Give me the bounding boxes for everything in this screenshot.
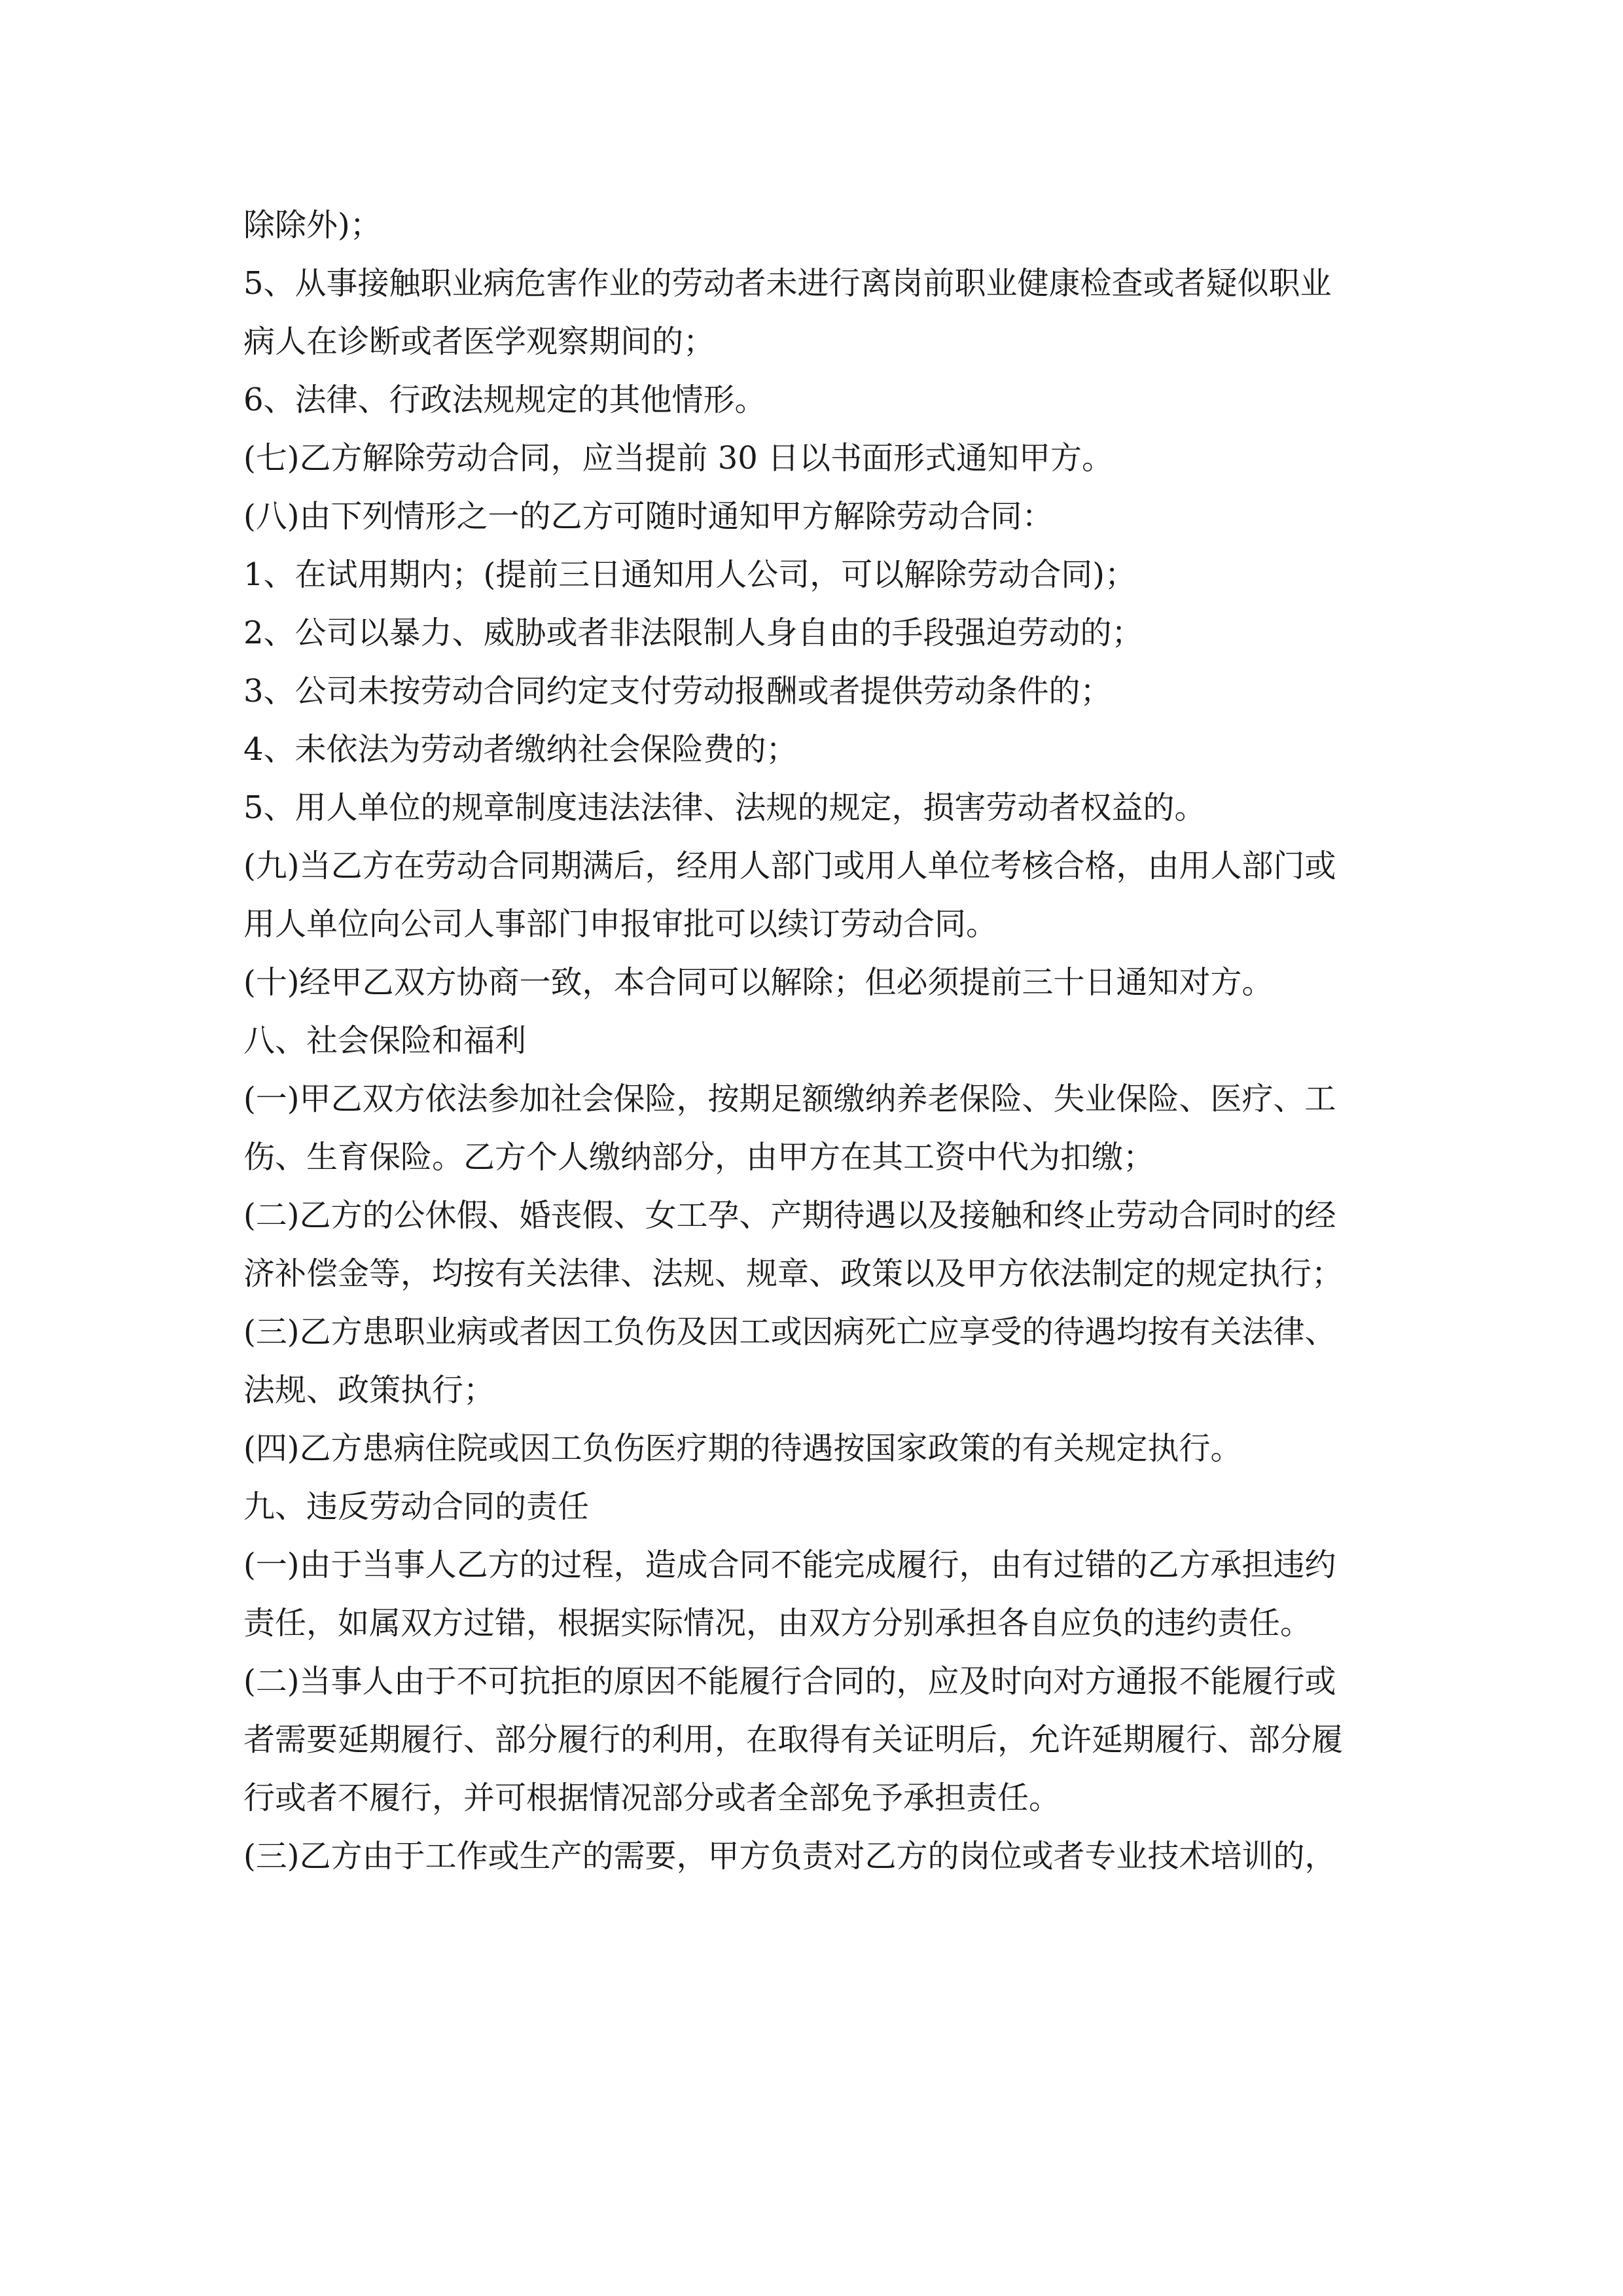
- text-line: 除除外)；: [243, 207, 382, 243]
- text-line: 4、未依法为劳动者缴纳社会保险费的；: [243, 731, 798, 768]
- text-line: 3、公司未按劳动合同约定支付劳动报酬或者提供劳动条件的；: [243, 673, 1112, 709]
- text-line: (三)乙方患职业病或者因工负伤及因工或因病死亡应享受的待遇均按有关法律、: [243, 1314, 1336, 1350]
- text-line: 5、从事接触职业病危害作业的劳动者未进行离岗前职业健康检查或者疑似职业: [243, 265, 1332, 302]
- section-heading: 九、违反劳动合同的责任: [243, 1488, 590, 1525]
- text-line: (十)经甲乙双方协商一致，本合同可以解除；但必须提前三十日通知对方。: [243, 964, 1274, 1001]
- text-line: 1、在试用期内；(提前三日通知用人公司，可以解除劳动合同)；: [243, 556, 1136, 593]
- text-line: (七)乙方解除劳动合同，应当提前 30 日以书面形式通知甲方。: [243, 440, 1114, 476]
- text-line: (一)由于当事人乙方的过程，造成合同不能完成履行，由有过错的乙方承担违约: [243, 1547, 1336, 1583]
- section-heading: 八、社会保险和福利: [243, 1022, 527, 1059]
- text-line: 者需要延期履行、部分履行的利用，在取得有关证明后，允许延期履行、部分履: [243, 1721, 1344, 1758]
- text-line: 病人在诊断或者医学观察期间的；: [243, 323, 715, 360]
- text-line: 责任，如属双方过错，根据实际情况，由双方分别承担各自应负的违约责任。: [243, 1605, 1312, 1641]
- text-line: (八)由下列情形之一的乙方可随时通知甲方解除劳动合同：: [243, 498, 1054, 535]
- text-line: (九)当乙方在劳动合同期满后，经用人部门或用人单位考核合格，由用人部门或: [243, 848, 1336, 884]
- text-line: 伤、生育保险。乙方个人缴纳部分，由甲方在其工资中代为扣缴；: [243, 1139, 1155, 1175]
- text-line: (二)当事人由于不可抗拒的原因不能履行合同的，应及时向对方通报不能履行或: [243, 1663, 1336, 1700]
- text-line: (一)甲乙双方依法参加社会保险，按期足额缴纳养老保险、失业保险、医疗、工: [243, 1081, 1336, 1117]
- text-line: (四)乙方患病住院或因工负伤医疗期的待遇按国家政策的有关规定执行。: [243, 1430, 1242, 1467]
- text-line: 2、公司以暴力、威胁或者非法限制人身自由的手段强迫劳动的；: [243, 615, 1143, 651]
- text-line: 6、法律、行政法规规定的其他情形。: [243, 382, 766, 418]
- text-line: 5、用人单位的规章制度违法法律、法规的规定，损害劳动者权益的。: [243, 789, 1206, 826]
- text-line: 法规、政策执行；: [243, 1372, 495, 1408]
- text-line: (二)乙方的公休假、婚丧假、女工孕、产期待遇以及接触和终止劳动合同时的经: [243, 1197, 1336, 1234]
- contract-body-text: [243, 196, 1421, 1886]
- text-line: 济补偿金等，均按有关法律、法规、规章、政策以及甲方依法制定的规定执行；: [243, 1255, 1344, 1292]
- text-line: 行或者不履行，并可根据情况部分或者全部免予承担责任。: [243, 1780, 1061, 1816]
- text-line: (三)乙方由于工作或生产的需要，甲方负责对乙方的岗位或者专业技术培训的，: [243, 1838, 1336, 1874]
- text-line: 用人单位向公司人事部门申报审批可以续订劳动合同。: [243, 906, 998, 942]
